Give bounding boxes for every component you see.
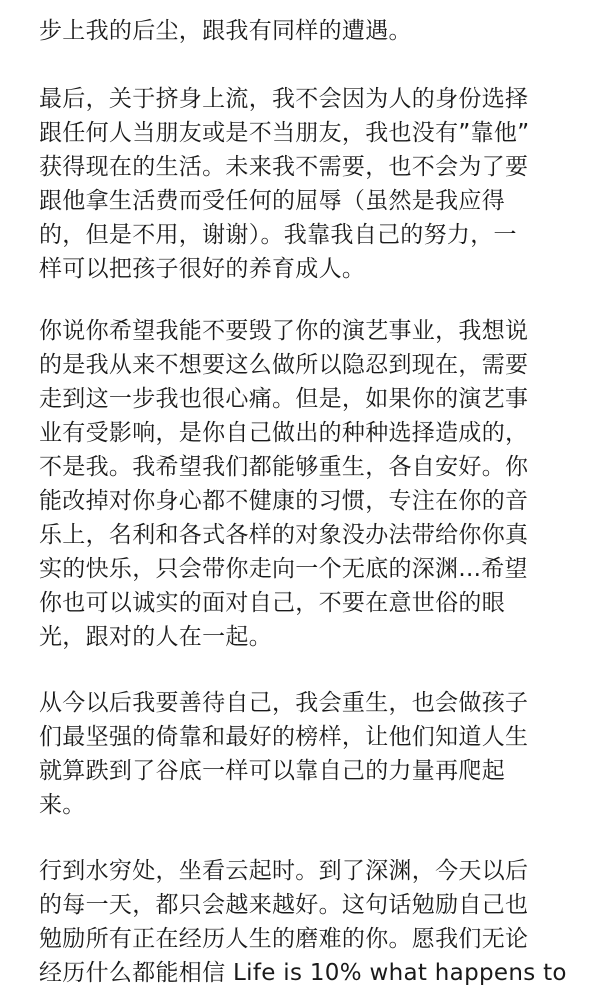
text-line-11: 业有受影响，是你自己做出的种种选择造成的， xyxy=(39,420,529,446)
text-line-23: 的每一天，都只会越来越好。这句话勉励自己也 xyxy=(39,892,529,918)
text-line-8: 你说你希望我能不要毁了你的演艺事业，我想说 xyxy=(39,318,529,344)
text-line-15: 实的快乐，只会带你走向一个无底的深渊...希望 xyxy=(39,556,528,582)
text-line-9: 的是我从来不想要这么做所以隐忍到现在，需要 xyxy=(39,352,529,378)
text-line-6: 的，但是不用，谢谢）。我靠我自己的努力，一 xyxy=(39,222,517,248)
text-line-12: 不是我。我希望我们都能够重生，各自安好。你 xyxy=(39,454,529,480)
text-line-14: 乐上，名利和各式各样的对象没办法带给你你真 xyxy=(39,522,529,548)
text-line-2: 最后，关于挤身上流，我不会因为人的身份选择 xyxy=(39,86,529,112)
text-line-7: 样可以把孩子很好的养育成人。 xyxy=(39,256,366,282)
text-line-19: 们最坚强的倚靠和最好的榜样，让他们知道人生 xyxy=(39,724,529,750)
text-line-20: 就算跌到了谷底一样可以靠自己的力量再爬起 xyxy=(39,758,505,784)
text-line-24: 勉励所有正在经历人生的磨难的你。愿我们无论 xyxy=(39,926,529,952)
text-line-17: 光，跟对的人在一起。 xyxy=(39,624,272,650)
text-line-1: 步上我的后尘，跟我有同样的遭遇。 xyxy=(39,18,412,44)
text-line-22: 行到水穷处，坐看云起时。到了深渊，今天以后 xyxy=(39,858,529,884)
text-line-4: 获得现在的生活。未来我不需要，也不会为了要 xyxy=(39,154,529,180)
text-line-13: 能改掉对你身心都不健康的习惯，专注在你的音 xyxy=(39,488,529,514)
text-line-25: 经历什么都能相信 Life is 10% what happens to xyxy=(39,960,567,986)
text-line-3: 跟任何人当朋友或是不当朋友，我也没有”靠他” xyxy=(39,120,530,146)
text-line-21: 来。 xyxy=(39,792,86,818)
top-edge-mask xyxy=(0,0,597,4)
text-line-18: 从今以后我要善待自己，我会重生，也会做孩子 xyxy=(39,690,529,716)
text-line-5: 跟他拿生活费而受任何的屈辱（虽然是我应得 xyxy=(39,188,505,214)
text-line-10: 走到这一步我也很心痛。但是，如果你的演艺事 xyxy=(39,386,529,412)
text-line-16: 你也可以诚实的面对自己，不要在意世俗的眼 xyxy=(39,590,505,616)
